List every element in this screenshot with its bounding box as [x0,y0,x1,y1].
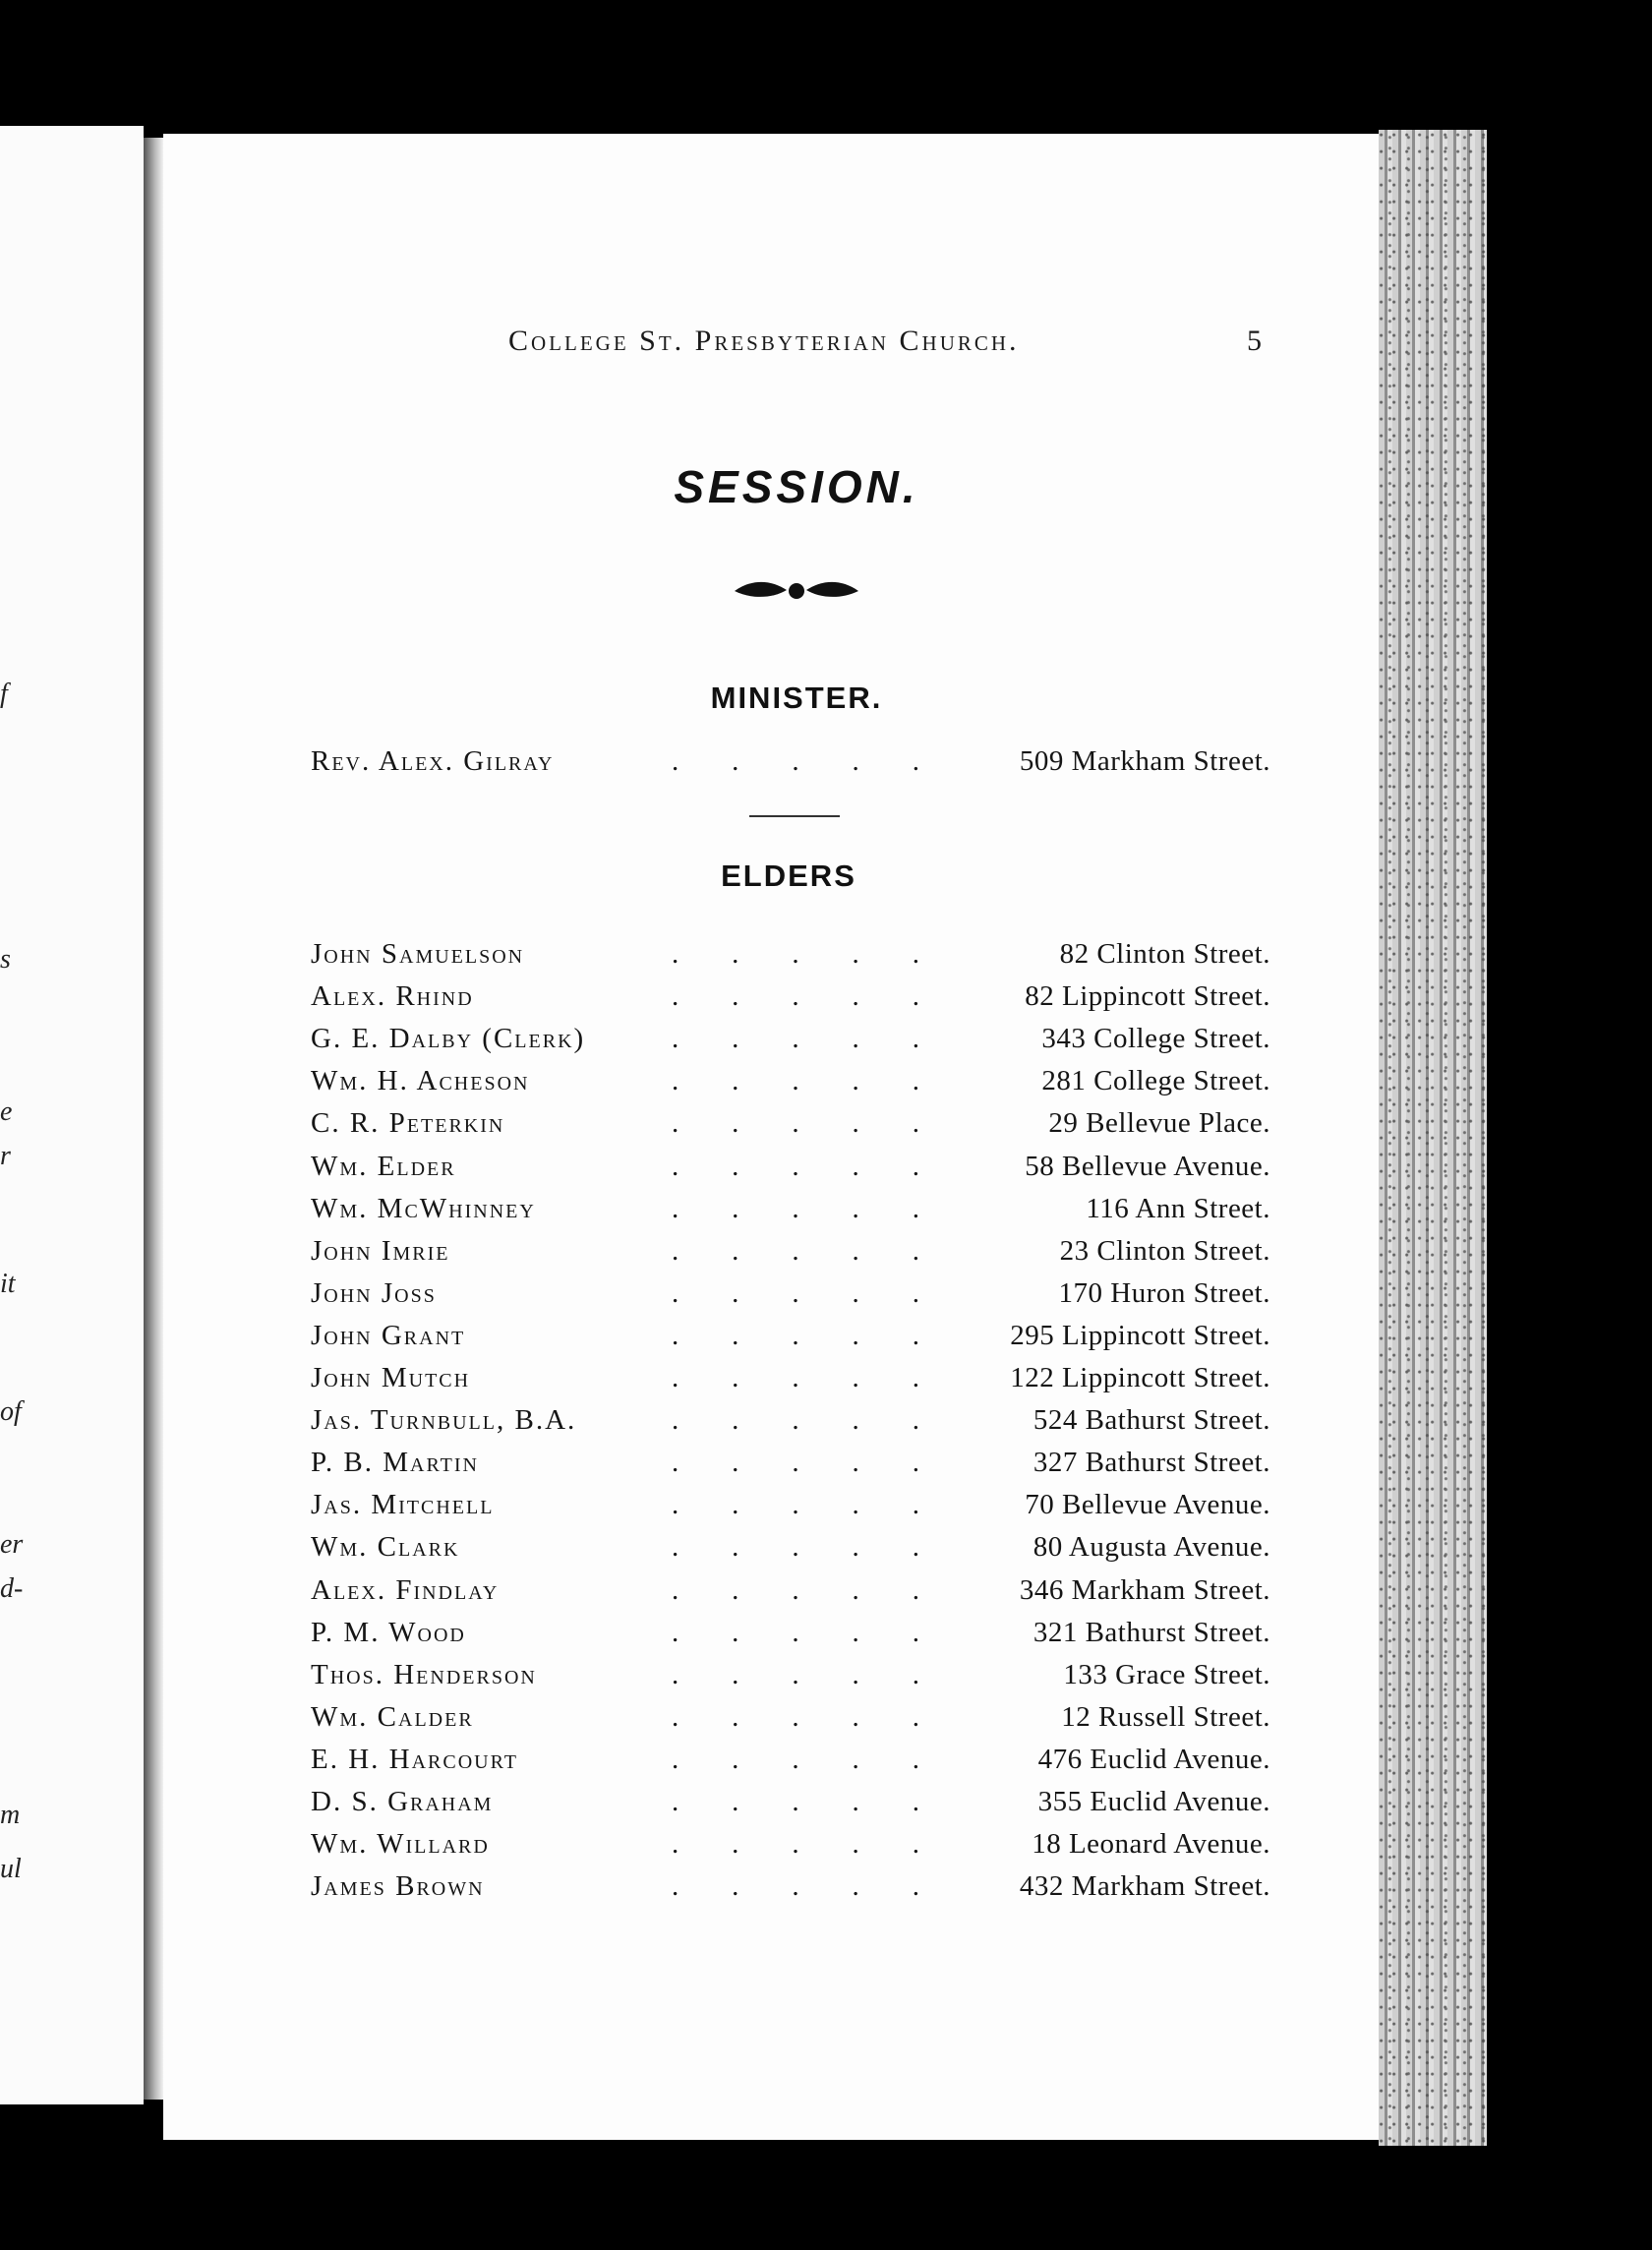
leader-dots: . . . . . [671,1192,919,1224]
leader-dots: . . . . . [671,1531,919,1564]
left-page-fragment: er [0,1529,24,1560]
elders-address: 343 College Street. [1041,1023,1270,1055]
elders-entry [311,1023,1270,1062]
leader-dots: . . . . . [671,1023,919,1055]
left-page-fragment: ul [0,1854,22,1884]
elders-name: Wm. Elder [311,1150,456,1182]
section-divider [749,815,840,817]
leader-dots: . . . . . [671,1658,919,1690]
elders-name: D. S. Graham [311,1786,494,1817]
elders-address: 29 Bellevue Place. [1048,1107,1270,1140]
elders-name: Wm. McWhinney [311,1192,536,1224]
elders-address: 82 Clinton Street. [1059,938,1270,970]
elders-entry [311,1235,1270,1274]
elders-entry [311,1828,1270,1867]
elders-address: 295 Lippincott Street. [1010,1319,1270,1351]
elders-address: 122 Lippincott Street. [1010,1362,1270,1393]
left-page-fragment: r [0,1141,11,1171]
left-page-fragment: s [0,944,11,975]
elders-name: Wm. Willard [311,1828,490,1861]
elders-entry [311,1107,1270,1147]
elders-name: Jas. Turnbull, B.A. [311,1404,577,1437]
elders-address: 58 Bellevue Avenue. [1025,1150,1270,1182]
elders-name: Alex. Rhind [311,980,474,1013]
elders-name: Wm. H. Acheson [311,1065,530,1097]
leader-dots: . . . . . [671,1489,919,1521]
elders-entry [311,1277,1270,1317]
page-title: SESSION. [674,461,919,512]
leader-dots: . . . . . [671,1234,919,1267]
elders-address: 170 Huron Street. [1058,1276,1270,1309]
elders-entry [311,1574,1270,1614]
page-edge [1379,130,1487,2146]
elders-address: 116 Ann Street. [1086,1192,1270,1224]
leader-dots: . . . . . [671,1743,919,1775]
left-page-fragment: f [0,679,8,709]
elders-entry [311,1701,1270,1741]
elders-address: 476 Euclid Avenue. [1037,1743,1270,1775]
elders-entry [311,1744,1270,1783]
elders-name: Thos. Henderson [311,1658,537,1690]
leader-dots: . . . . . [671,1362,919,1393]
elders-name: P. B. Martin [311,1447,479,1479]
leader-dots: . . . . . [671,1107,919,1140]
elders-entry [311,1489,1270,1528]
elders-entry [311,1193,1270,1232]
ornament-icon [733,576,860,606]
elders-entry [311,1362,1270,1401]
page-number: 5 [1247,325,1262,357]
elders-entry [311,1531,1270,1570]
minister-heading: MINISTER. [710,681,883,715]
elders-address: 18 Leonard Avenue. [1032,1828,1270,1861]
elders-name: Alex. Findlay [311,1573,500,1606]
elders-entry [311,1447,1270,1486]
elders-heading: ELDERS [721,859,856,893]
leader-dots: . . . . . [671,1616,919,1648]
elders-address: 355 Euclid Avenue. [1037,1786,1270,1817]
elders-name: James Brown [311,1870,485,1903]
elders-entry [311,1786,1270,1825]
leader-dots: . . . . . [671,980,919,1013]
elders-address: 12 Russell Street. [1061,1700,1270,1733]
elders-address: 281 College Street. [1041,1065,1270,1097]
elders-address: 70 Bellevue Avenue. [1025,1489,1270,1521]
minister-entry [311,745,1270,785]
leader-dots: . . . . . [671,1065,919,1097]
elders-entry [311,1659,1270,1698]
leader-dots: . . . . . [671,1404,919,1437]
left-page-fragment: of [0,1396,22,1427]
elders-address: 327 Bathurst Street. [1032,1447,1270,1479]
elders-entry [311,980,1270,1020]
leader-dots: . . . . . [671,1828,919,1861]
elders-entry [311,1404,1270,1444]
leader-dots: . . . . . [671,1319,919,1351]
elders-name: C. R. Peterkin [311,1107,505,1140]
elders-address: 524 Bathurst Street. [1032,1404,1270,1437]
elders-name: G. E. Dalby (Clerk) [311,1023,586,1055]
leader-dots: . . . . . [671,1700,919,1733]
elders-entry [311,938,1270,977]
elders-entry [311,1065,1270,1104]
leader-dots: . . . . . [671,1276,919,1309]
minister-address: 509 Markham Street. [1019,745,1270,777]
left-page-fragment: it [0,1269,16,1299]
book-gutter [144,138,163,2100]
elders-address: 321 Bathurst Street. [1032,1616,1270,1648]
elders-address: 23 Clinton Street. [1059,1234,1270,1267]
left-page-fragment: d- [0,1573,24,1604]
elders-name: Jas. Mitchell [311,1489,495,1521]
leader-dots: . . . . . [671,1573,919,1606]
minister-name: Rev. Alex. Gilray [311,745,555,777]
elders-address: 133 Grace Street. [1063,1658,1270,1690]
elders-address: 82 Lippincott Street. [1025,980,1270,1013]
elders-address: 432 Markham Street. [1019,1870,1270,1903]
leader-dots: . . . . . [671,1150,919,1182]
elders-name: John Samuelson [311,938,525,970]
left-page [0,126,144,2104]
elders-name: John Grant [311,1319,466,1351]
elders-address: 80 Augusta Avenue. [1032,1531,1270,1564]
left-page-fragment: m [0,1800,21,1830]
elders-name: P. M. Wood [311,1616,466,1648]
elders-entry [311,1151,1270,1190]
leader-dots: . . . . . [671,938,919,970]
elders-name: Wm. Calder [311,1700,474,1733]
elders-name: John Imrie [311,1234,450,1267]
elders-name: E. H. Harcourt [311,1743,518,1775]
elders-name: John Mutch [311,1362,471,1393]
leader-dots: . . . . . [671,1870,919,1903]
elders-entry [311,1617,1270,1656]
leader-dots: . . . . . [671,1447,919,1479]
elders-name: John Joss [311,1276,437,1309]
elders-entry [311,1870,1270,1910]
leader-dots: . . . . . [671,745,919,777]
running-title: College St. Presbyterian Church. [508,325,1020,357]
left-page-fragment: e [0,1096,13,1127]
elders-address: 346 Markham Street. [1019,1573,1270,1606]
elders-entry [311,1320,1270,1359]
leader-dots: . . . . . [671,1786,919,1817]
elders-name: Wm. Clark [311,1531,460,1564]
